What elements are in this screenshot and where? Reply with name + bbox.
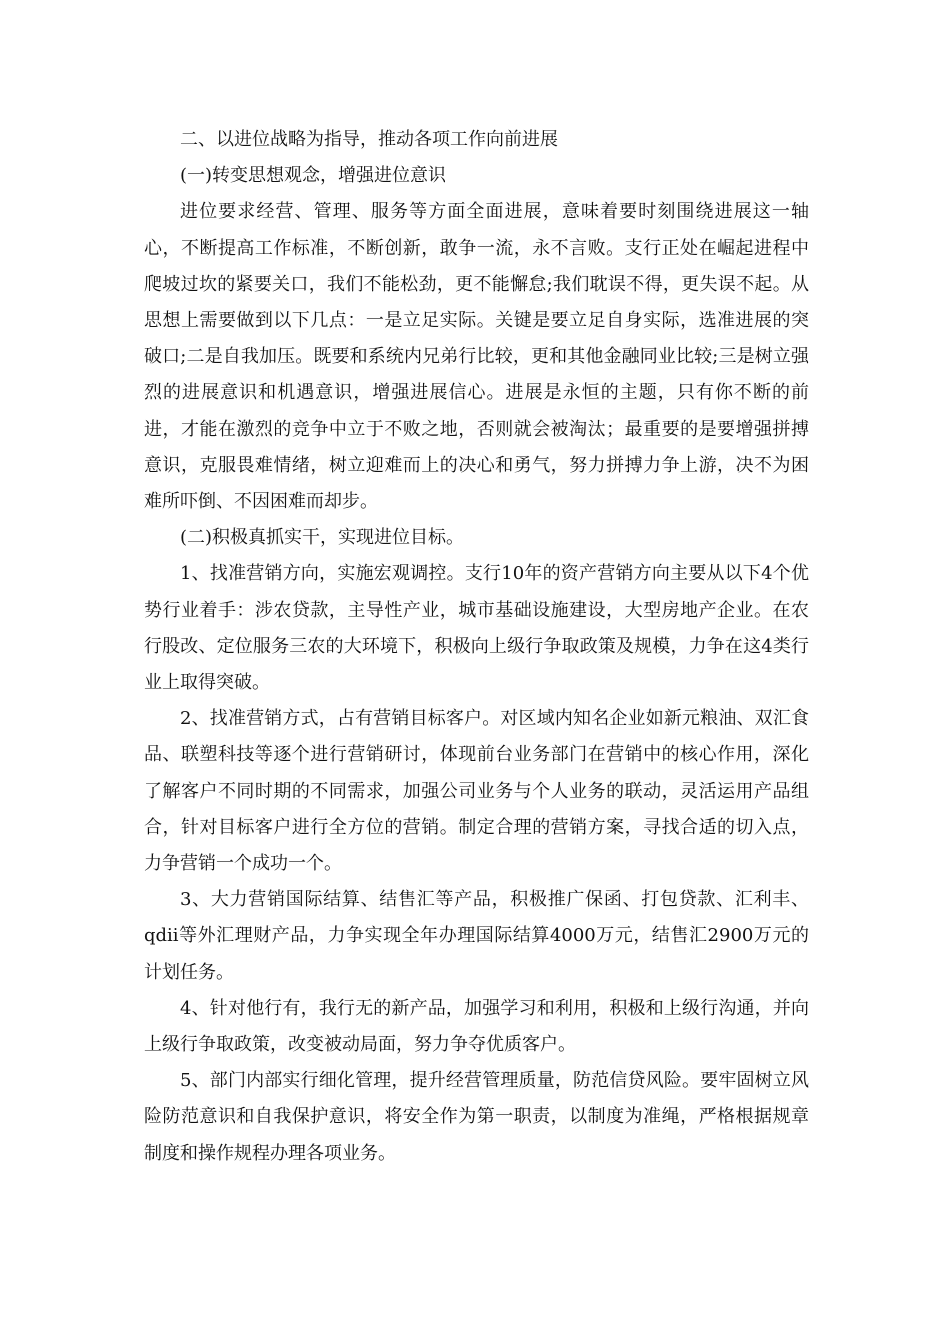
list-item-2: 2、找准营销方式，占有营销目标客户。对区域内知名企业如新元粮油、双汇食品、联塑科技等逐个进行营销研讨，体现前台业务部门在营销中的核心作用，深化了解客户不同时期的不同需求，加强公司业务与个人业务的联动，灵活运用产品组合，针对目标客户进行全方位的营销。制定合理的营销方案，寻找合适的切入点，力争营销一个成功一个。 bbox=[144, 708, 809, 875]
body-paragraph-1: 进位要求经营、管理、服务等方面全面进展，意味着要时刻围绕进展这一轴心，不断提高工作标准，不断创新，敢争一流，永不言败。支行正处在崛起进程中爬坡过坎的紧要关口，我们不能松劲，更不能懈怠;我们耽误不得，更失误不起。从思想上需要做到以下几点：一是立足实际。关键是要立足自身实际，选准进展的突破口;二是自我加压。既要和系统内兄弟行比较，更和其他金融同业比较;三是树立强烈的进展意识和机遇意识，增强进展信心。进展是永恒的主题，只有你不断的前进，才能在激烈的竞争中立于不败之地，否则就会被淘汰；最重要的是要增强拼搏意识，克服畏难情绪，树立迎难而上的决心和勇气，努力拼搏力争上游，决不为困难所吓倒、不因困难而却步。 bbox=[144, 201, 809, 513]
subsection-heading-1: (一)转变思想观念，增强进位意识 bbox=[180, 165, 447, 187]
list-item-5: 5、部门内部实行细化管理，提升经营管理质量，防范信贷风险。要牢固树立风险防范意识和自我保护意识，将安全作为第一职责，以制度为准绳，严格根据规章制度和操作规程办理各项业务。 bbox=[144, 1070, 809, 1164]
section-heading: 二、以进位战略为指导，推动各项工作向前进展 bbox=[180, 129, 558, 150]
list-item-1: 1、找准营销方向，实施宏观调控。支行10年的资产营销方向主要从以下4个优势行业着手：涉农贷款，主导性产业，城市基础设施建设，大型房地产企业。在农行股改、定位服务三农的大环境下，积极向上级行争取政策及规模，力争在这4类行业上取得突破。 bbox=[144, 563, 809, 694]
subsection-heading-2: (二)积极真抓实干，实现进位目标。 bbox=[180, 527, 465, 549]
list-item-4: 4、针对他行有，我行无的新产品，加强学习和利用，积极和上级行沟通，并向上级行争取政策，改变被动局面，努力争夺优质客户。 bbox=[144, 997, 809, 1056]
document-body bbox=[144, 122, 809, 1172]
list-item-3: 3、大力营销国际结算、结售汇等产品，积极推广保函、打包贷款、汇利丰、qdii等外汇理财产品，力争实现全年办理国际结算4000万元，结售汇2900万元的计划任务。 bbox=[144, 889, 809, 983]
